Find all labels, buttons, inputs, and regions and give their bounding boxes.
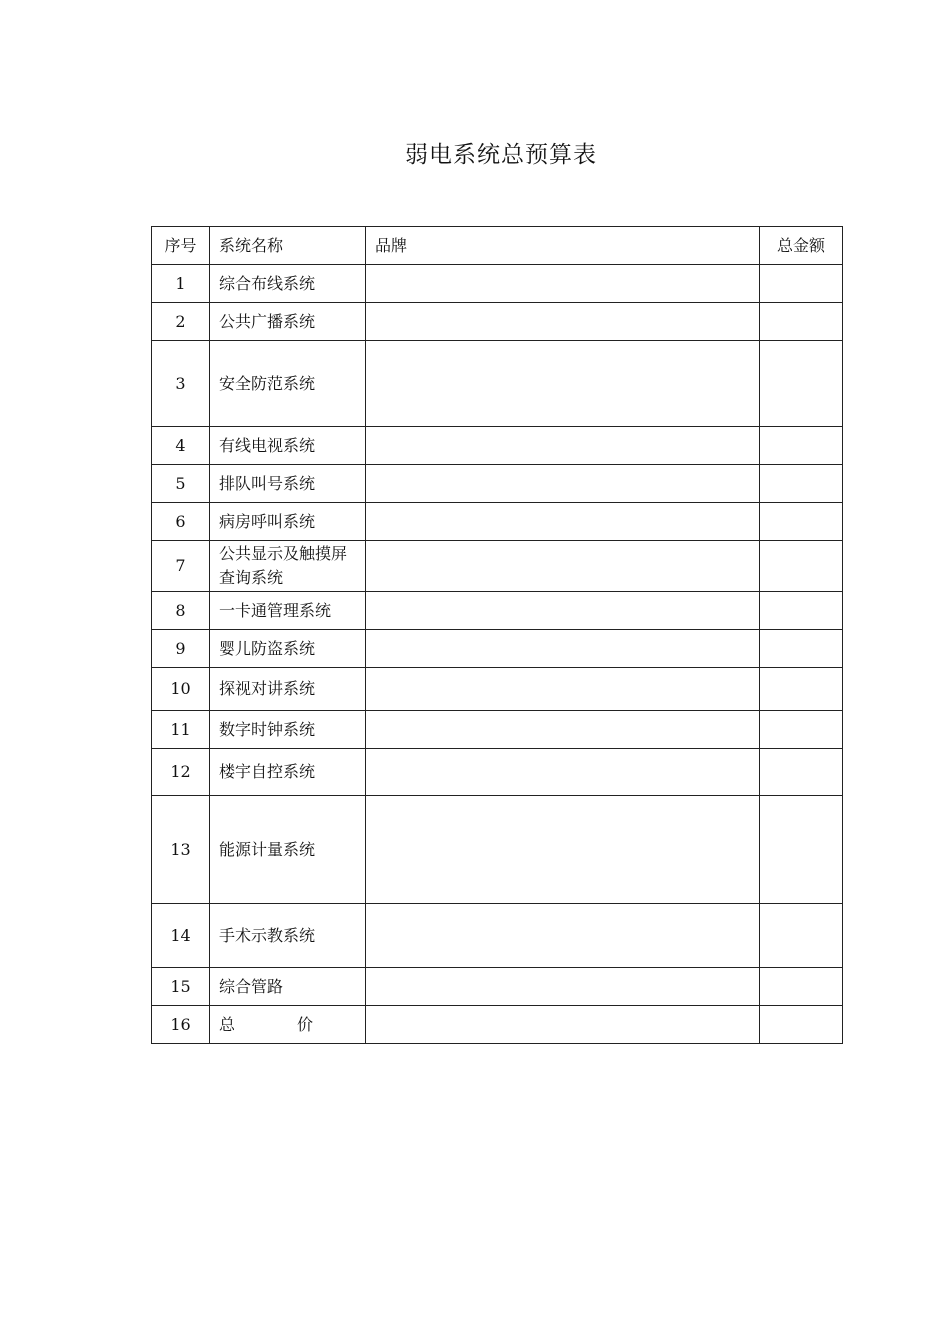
- row-no: 5: [152, 465, 210, 503]
- row-no: 12: [152, 749, 210, 796]
- table-row: [152, 427, 843, 465]
- row-name: 数字时钟系统: [210, 711, 366, 749]
- row-amount[interactable]: [760, 341, 843, 427]
- row-brand[interactable]: [366, 341, 760, 427]
- row-no: 10: [152, 668, 210, 711]
- total-label-left: 总: [219, 1014, 236, 1034]
- row-no: 8: [152, 592, 210, 630]
- row-brand[interactable]: [366, 1006, 760, 1044]
- table-row: [152, 341, 843, 427]
- total-label-right: 价: [296, 1014, 313, 1034]
- table-row: [152, 749, 843, 796]
- table-row: [152, 503, 843, 541]
- row-no: 13: [152, 796, 210, 904]
- table-row: [152, 711, 843, 749]
- row-no: 6: [152, 503, 210, 541]
- header-name: 系统名称: [210, 227, 366, 265]
- row-name: 病房呼叫系统: [210, 503, 366, 541]
- row-no: 1: [152, 265, 210, 303]
- row-brand[interactable]: [366, 668, 760, 711]
- table-row: [152, 668, 843, 711]
- total-label: [219, 1013, 313, 1037]
- row-brand[interactable]: [366, 303, 760, 341]
- row-name: 有线电视系统: [210, 427, 366, 465]
- table-row: [152, 592, 843, 630]
- row-amount[interactable]: [760, 630, 843, 668]
- row-amount[interactable]: [760, 968, 843, 1006]
- row-amount[interactable]: [760, 904, 843, 968]
- row-name: 手术示教系统: [210, 904, 366, 968]
- row-amount[interactable]: [760, 427, 843, 465]
- row-name: 探视对讲系统: [210, 668, 366, 711]
- row-no: 3: [152, 341, 210, 427]
- row-amount[interactable]: [760, 265, 843, 303]
- table-row-total: [152, 1006, 843, 1044]
- table-row: [152, 968, 843, 1006]
- row-brand[interactable]: [366, 904, 760, 968]
- table-row: [152, 630, 843, 668]
- row-name: 排队叫号系统: [210, 465, 366, 503]
- row-name: 一卡通管理系统: [210, 592, 366, 630]
- row-amount[interactable]: [760, 592, 843, 630]
- row-amount[interactable]: [760, 749, 843, 796]
- row-amount[interactable]: [760, 796, 843, 904]
- row-name: 安全防范系统: [210, 341, 366, 427]
- page-title: 弱电系统总预算表: [405, 142, 597, 168]
- row-name: 能源计量系统: [210, 796, 366, 904]
- row-name: 公共显示及触摸屏查询系统: [219, 544, 348, 587]
- row-amount[interactable]: [760, 711, 843, 749]
- row-name: 公共广播系统: [210, 303, 366, 341]
- table-row: [152, 904, 843, 968]
- table-header-row: [152, 227, 843, 265]
- row-amount[interactable]: [760, 668, 843, 711]
- row-name: 婴儿防盗系统: [210, 630, 366, 668]
- row-brand[interactable]: [366, 265, 760, 303]
- row-no: 4: [152, 427, 210, 465]
- table-row: [152, 265, 843, 303]
- row-no: 14: [152, 904, 210, 968]
- table-row: [152, 541, 843, 592]
- row-brand[interactable]: [366, 630, 760, 668]
- row-amount[interactable]: [760, 1006, 843, 1044]
- row-amount[interactable]: [760, 503, 843, 541]
- row-no: 16: [152, 1006, 210, 1044]
- row-brand[interactable]: [366, 796, 760, 904]
- table-row: [152, 465, 843, 503]
- row-no: 7: [152, 541, 210, 592]
- row-name-cell: [210, 541, 366, 592]
- row-no: 11: [152, 711, 210, 749]
- row-brand[interactable]: [366, 749, 760, 796]
- row-brand[interactable]: [366, 427, 760, 465]
- header-amount: 总金额: [760, 227, 843, 265]
- row-brand[interactable]: [366, 968, 760, 1006]
- row-name: 楼宇自控系统: [210, 749, 366, 796]
- row-brand[interactable]: [366, 541, 760, 592]
- row-no: 2: [152, 303, 210, 341]
- row-no: 9: [152, 630, 210, 668]
- header-no: 序号: [152, 227, 210, 265]
- row-amount[interactable]: [760, 303, 843, 341]
- header-brand: 品牌: [366, 227, 760, 265]
- row-no: 15: [152, 968, 210, 1006]
- row-brand[interactable]: [366, 592, 760, 630]
- budget-table: [151, 226, 843, 1044]
- table-row: [152, 303, 843, 341]
- row-brand[interactable]: [366, 465, 760, 503]
- table-row: [152, 796, 843, 904]
- row-amount[interactable]: [760, 465, 843, 503]
- row-name-cell: [210, 1006, 366, 1044]
- row-name: 综合管路: [210, 968, 366, 1006]
- row-amount[interactable]: [760, 541, 843, 592]
- row-brand[interactable]: [366, 503, 760, 541]
- row-brand[interactable]: [366, 711, 760, 749]
- row-name: 综合布线系统: [210, 265, 366, 303]
